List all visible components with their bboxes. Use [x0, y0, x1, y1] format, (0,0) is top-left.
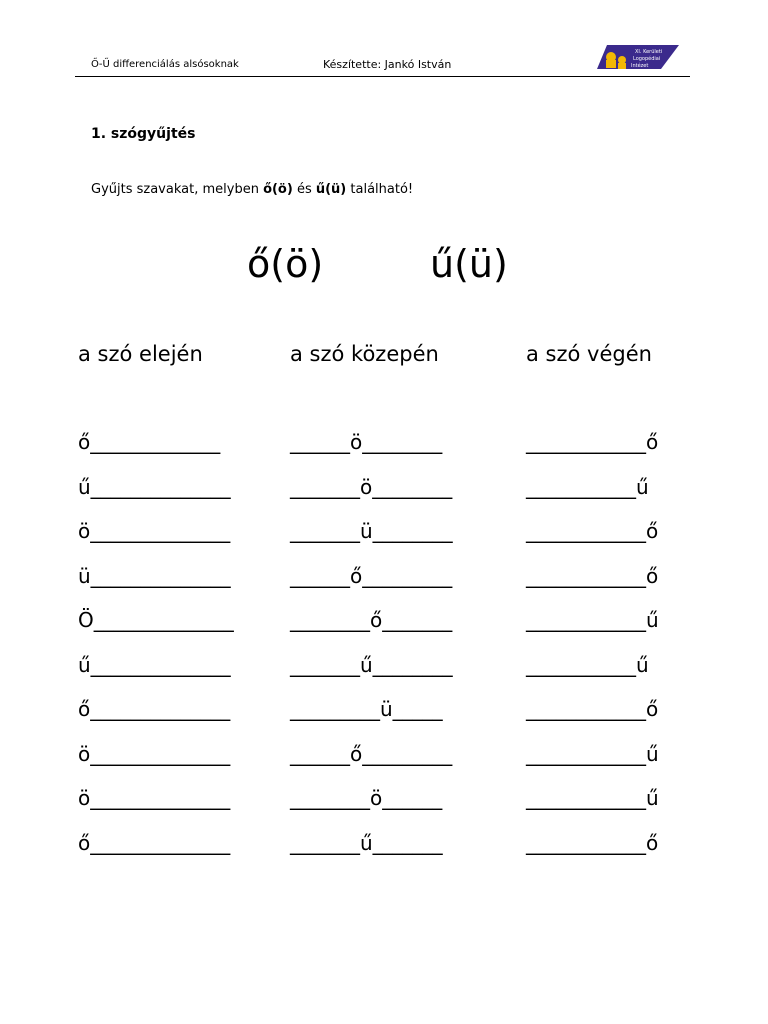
blank-line-r9-c3[interactable]: ____________ű: [526, 786, 659, 810]
blank-line-r1-c3[interactable]: ____________ő: [526, 430, 659, 454]
column-head-end: a szó végén: [526, 342, 652, 366]
instruction-text: [91, 182, 413, 197]
blank-line-r8-c1[interactable]: ö______________: [78, 742, 231, 766]
blank-line-r5-c2[interactable]: ________ő_______: [290, 608, 453, 632]
blank-line-r3-c2[interactable]: _______ü________: [290, 519, 453, 543]
column-head-middle: a szó közepén: [290, 342, 439, 366]
instruction-mid: és: [292, 182, 316, 197]
blank-line-r5-c1[interactable]: Ö______________: [78, 608, 234, 632]
institute-logo: [597, 43, 679, 71]
blank-line-r7-c3[interactable]: ____________ő: [526, 697, 659, 721]
blank-line-r6-c2[interactable]: _______ű________: [290, 653, 453, 677]
svg-text:XI. Kerületi: XI. Kerületi: [635, 49, 663, 55]
blank-line-r3-c3[interactable]: ____________ő: [526, 519, 659, 543]
instruction-letter-1: ő(ö): [263, 182, 293, 197]
blank-line-r9-c2[interactable]: ________ö______: [290, 786, 443, 810]
blank-line-r8-c2[interactable]: ______ő_________: [290, 742, 453, 766]
blank-line-r10-c3[interactable]: ____________ő: [526, 831, 659, 855]
blank-line-r4-c2[interactable]: ______ő_________: [290, 564, 453, 588]
blank-line-r8-c3[interactable]: ____________ű: [526, 742, 659, 766]
instruction-pre: Gyűjts szavakat, melyben: [91, 182, 264, 197]
blank-line-r3-c1[interactable]: ö______________: [78, 519, 231, 543]
blank-line-r5-c3[interactable]: ____________ű: [526, 608, 659, 632]
blank-line-r10-c2[interactable]: _______ű_______: [290, 831, 443, 855]
blank-line-r7-c1[interactable]: ő______________: [78, 697, 231, 721]
blank-line-r2-c2[interactable]: _______ö________: [290, 475, 453, 499]
column-head-start: a szó elején: [78, 342, 203, 366]
instruction-letter-2: ű(ü): [315, 182, 347, 197]
svg-text:Logopédiai: Logopédiai: [633, 56, 661, 62]
blank-line-r6-c1[interactable]: ű______________: [78, 653, 231, 677]
blank-line-r4-c1[interactable]: ü______________: [78, 564, 231, 588]
blank-line-r10-c1[interactable]: ő______________: [78, 831, 231, 855]
blank-line-r7-c2[interactable]: _________ü_____: [290, 697, 443, 721]
svg-text:Intézet: Intézet: [631, 63, 649, 69]
big-letter-o: ő(ö): [247, 242, 324, 286]
blank-line-r1-c1[interactable]: ő_____________: [78, 430, 221, 454]
blank-line-r1-c2[interactable]: ______ö________: [290, 430, 443, 454]
page-header: [75, 49, 690, 77]
blank-line-r2-c3[interactable]: ___________ű: [526, 475, 649, 499]
blank-line-r2-c1[interactable]: ű______________: [78, 475, 231, 499]
section-title: 1. szógyűjtés: [91, 126, 196, 142]
blank-line-r6-c3[interactable]: ___________ű: [526, 653, 649, 677]
blank-line-r9-c1[interactable]: ö______________: [78, 786, 231, 810]
instruction-post: található!: [346, 182, 414, 197]
header-subject: Ő-Ű differenciálás alsósoknak: [91, 59, 239, 70]
big-letter-u: ű(ü): [430, 242, 508, 286]
blank-line-r4-c3[interactable]: ____________ő: [526, 564, 659, 588]
header-author: Készítette: Jankó István: [323, 58, 452, 71]
